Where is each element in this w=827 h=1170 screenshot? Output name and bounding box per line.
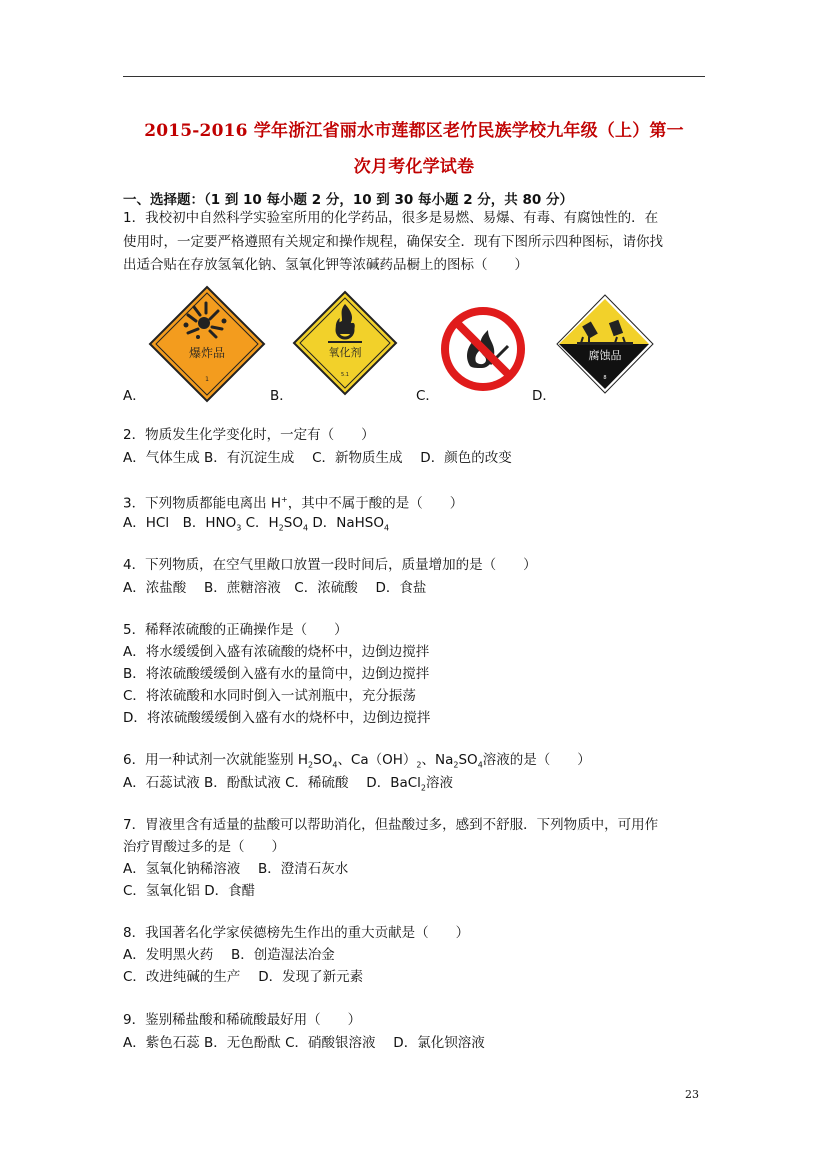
q1-line3: 出适合贴在存放氢氧化钠、氢氧化钾等浓碱药品橱上的图标（ ） <box>123 257 528 273</box>
q6-part: 溶液的是（ ） <box>482 752 591 768</box>
q1-option-d: D． <box>532 388 556 404</box>
q7-options-cd: C．氢氧化铝 D．食醋 <box>123 883 256 899</box>
q5-option-a: A．将水缓缓倒入盛有浓硫酸的烧杯中，边倒边搅拌 <box>123 644 430 660</box>
q5-option-b: B．将浓硫酸缓缓倒入盛有水的量筒中，边倒边搅拌 <box>123 666 430 682</box>
q6-part: 、Na <box>421 752 454 768</box>
q2-stem: 2．物质发生化学变化时，一定有（ ） <box>123 427 375 443</box>
q7-line1: 7．胃液里含有适量的盐酸可以帮助消化，但盐酸过多，感到不舒服．下列物质中，可用作 <box>123 817 659 833</box>
q3-sub: 2 <box>278 523 284 533</box>
q6-options <box>123 774 453 798</box>
q6-sub: 4 <box>477 760 483 770</box>
page-number: 23 <box>685 1088 699 1101</box>
oxidizer-hazard-icon <box>292 290 398 396</box>
q6-part: 6．用一种试剂一次就能鉴别 H <box>123 752 309 768</box>
q3-stem <box>123 491 463 513</box>
q3-options <box>123 514 389 538</box>
q6-opt-part: 溶液 <box>426 775 453 791</box>
q8-options-ab: A．发明黑火药 B．创造湿法冶金 <box>123 947 335 963</box>
q1-line2: 使用时，一定要严格遵照有关规定和操作规程，确保安全．现有下图所示四种图标，请你找 <box>123 234 663 250</box>
header-rule <box>123 76 705 77</box>
q3-opt-part: D．NaHSO <box>308 515 384 531</box>
q1-line1: 1．我校初中自然科学实验室所用的化学药品，很多是易燃、易爆、有毒、有腐蚀性的．在 <box>123 210 659 226</box>
q6-sub: 4 <box>332 760 338 770</box>
q3-stem-sup: + <box>281 495 288 504</box>
q7-line2: 治疗胃酸过多的是（ ） <box>123 839 285 855</box>
q6-part: SO <box>313 752 333 768</box>
icon-a-label: 爆炸品 <box>188 346 226 360</box>
q6-part: SO <box>458 752 478 768</box>
q6-part: 、Ca（OH） <box>337 752 417 768</box>
q4-options: A．浓盐酸 B．蔗糖溶液 C．浓硫酸 D．食盐 <box>123 580 427 596</box>
q4-stem: 4．下列物质，在空气里敞口放置一段时间后，质量增加的是（ ） <box>123 557 537 573</box>
q9-stem: 9．鉴别稀盐酸和稀硫酸最好用（ ） <box>123 1012 362 1028</box>
icon-a-number: 1 <box>205 376 209 383</box>
q3-opt-part: A．HCl B．HNO <box>123 515 237 531</box>
q6-sub: 2 <box>453 760 459 770</box>
q5-option-c: C．将浓硫酸和水同时倒入一试剂瓶中，充分振荡 <box>123 688 416 704</box>
exam-title-line1: 2015-2016 学年浙江省丽水市莲都区老竹民族学校九年级（上）第一 <box>144 121 684 141</box>
q3-sub: 3 <box>236 523 242 533</box>
explosive-hazard-icon <box>148 285 266 403</box>
corrosive-hazard-icon <box>555 293 655 395</box>
q6-stem <box>123 751 591 775</box>
icon-d-label: 腐蚀品 <box>588 349 622 362</box>
q6-sub: 2 <box>308 760 314 770</box>
q8-stem: 8．我国著名化学家侯德榜先生作出的重大贡献是（ ） <box>123 925 470 941</box>
q1-option-c: C． <box>416 388 439 404</box>
q1-option-a: A． <box>123 388 146 404</box>
q6-sub: 2 <box>416 760 422 770</box>
q6-opt-part: A．石蕊试液 B．酚酞试液 C．稀硫酸 D．BaCl <box>123 775 421 791</box>
q3-opt-part: SO <box>283 515 303 531</box>
section-heading: 一、选择题：（1 到 10 每小题 2 分，10 到 30 每小题 2 分，共 80 分） <box>123 192 573 208</box>
icon-b-number: 5.1 <box>341 372 349 378</box>
q3-opt-part: C．H <box>241 515 279 531</box>
icon-b-label: 氧化剂 <box>328 346 362 359</box>
q3-sub: 4 <box>302 523 309 533</box>
q5-option-d: D．将浓硫酸缓缓倒入盛有水的烧杯中，边倒边搅拌 <box>123 710 431 726</box>
q3-sub: 4 <box>383 523 390 533</box>
q8-options-cd: C．改进纯碱的生产 D．发现了新元素 <box>123 969 364 985</box>
q5-stem: 5．稀释浓硫酸的正确操作是（ ） <box>123 622 348 638</box>
no-open-flame-icon <box>440 306 526 392</box>
icon-d-number: 8 <box>603 375 607 381</box>
q6-sub: 2 <box>420 783 426 793</box>
q9-options: A．紫色石蕊 B．无色酚酞 C．硝酸银溶液 D．氯化钡溶液 <box>123 1035 485 1051</box>
q3-stem-a: 3．下列物质都能电离出 H <box>123 495 282 512</box>
q7-options-ab: A．氢氧化钠稀溶液 B．澄清石灰水 <box>123 861 349 877</box>
q2-options: A．气体生成 B．有沉淀生成 C．新物质生成 D．颜色的改变 <box>123 450 512 466</box>
q1-option-b: B． <box>270 388 293 404</box>
q3-stem-b: ，其中不属于酸的是（ ） <box>287 495 464 512</box>
exam-title-line2: 次月考化学试卷 <box>353 157 475 177</box>
